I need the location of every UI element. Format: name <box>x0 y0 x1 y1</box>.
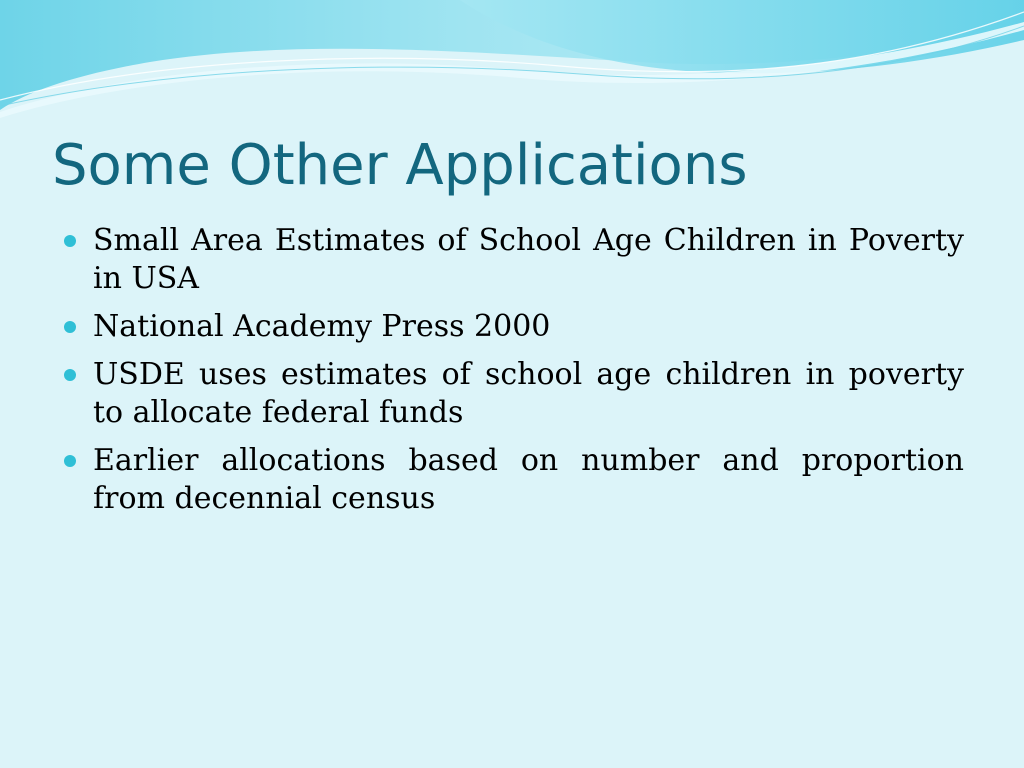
bullet-text: USDE uses estimates of school age children in poverty to allocate federal funds <box>93 357 964 430</box>
bullet-item <box>64 222 964 298</box>
bullet-dot-icon <box>64 235 76 247</box>
bullet-text: Small Area Estimates of School Age Children in Poverty in USA <box>93 223 964 296</box>
slide-title: Some Other Applications <box>52 133 748 198</box>
bullet-dot-icon <box>64 369 76 381</box>
bullet-text: Earlier allocations based on number and proportion from decennial census <box>93 443 964 516</box>
bullet-item <box>64 442 964 518</box>
bullet-item <box>64 356 964 432</box>
decorative-wave-banner <box>0 0 1024 130</box>
bullet-dot-icon <box>64 455 76 467</box>
bullet-item <box>64 308 964 346</box>
bullet-dot-icon <box>64 321 76 333</box>
bullet-list <box>64 222 964 528</box>
bullet-text: National Academy Press 2000 <box>93 309 551 344</box>
